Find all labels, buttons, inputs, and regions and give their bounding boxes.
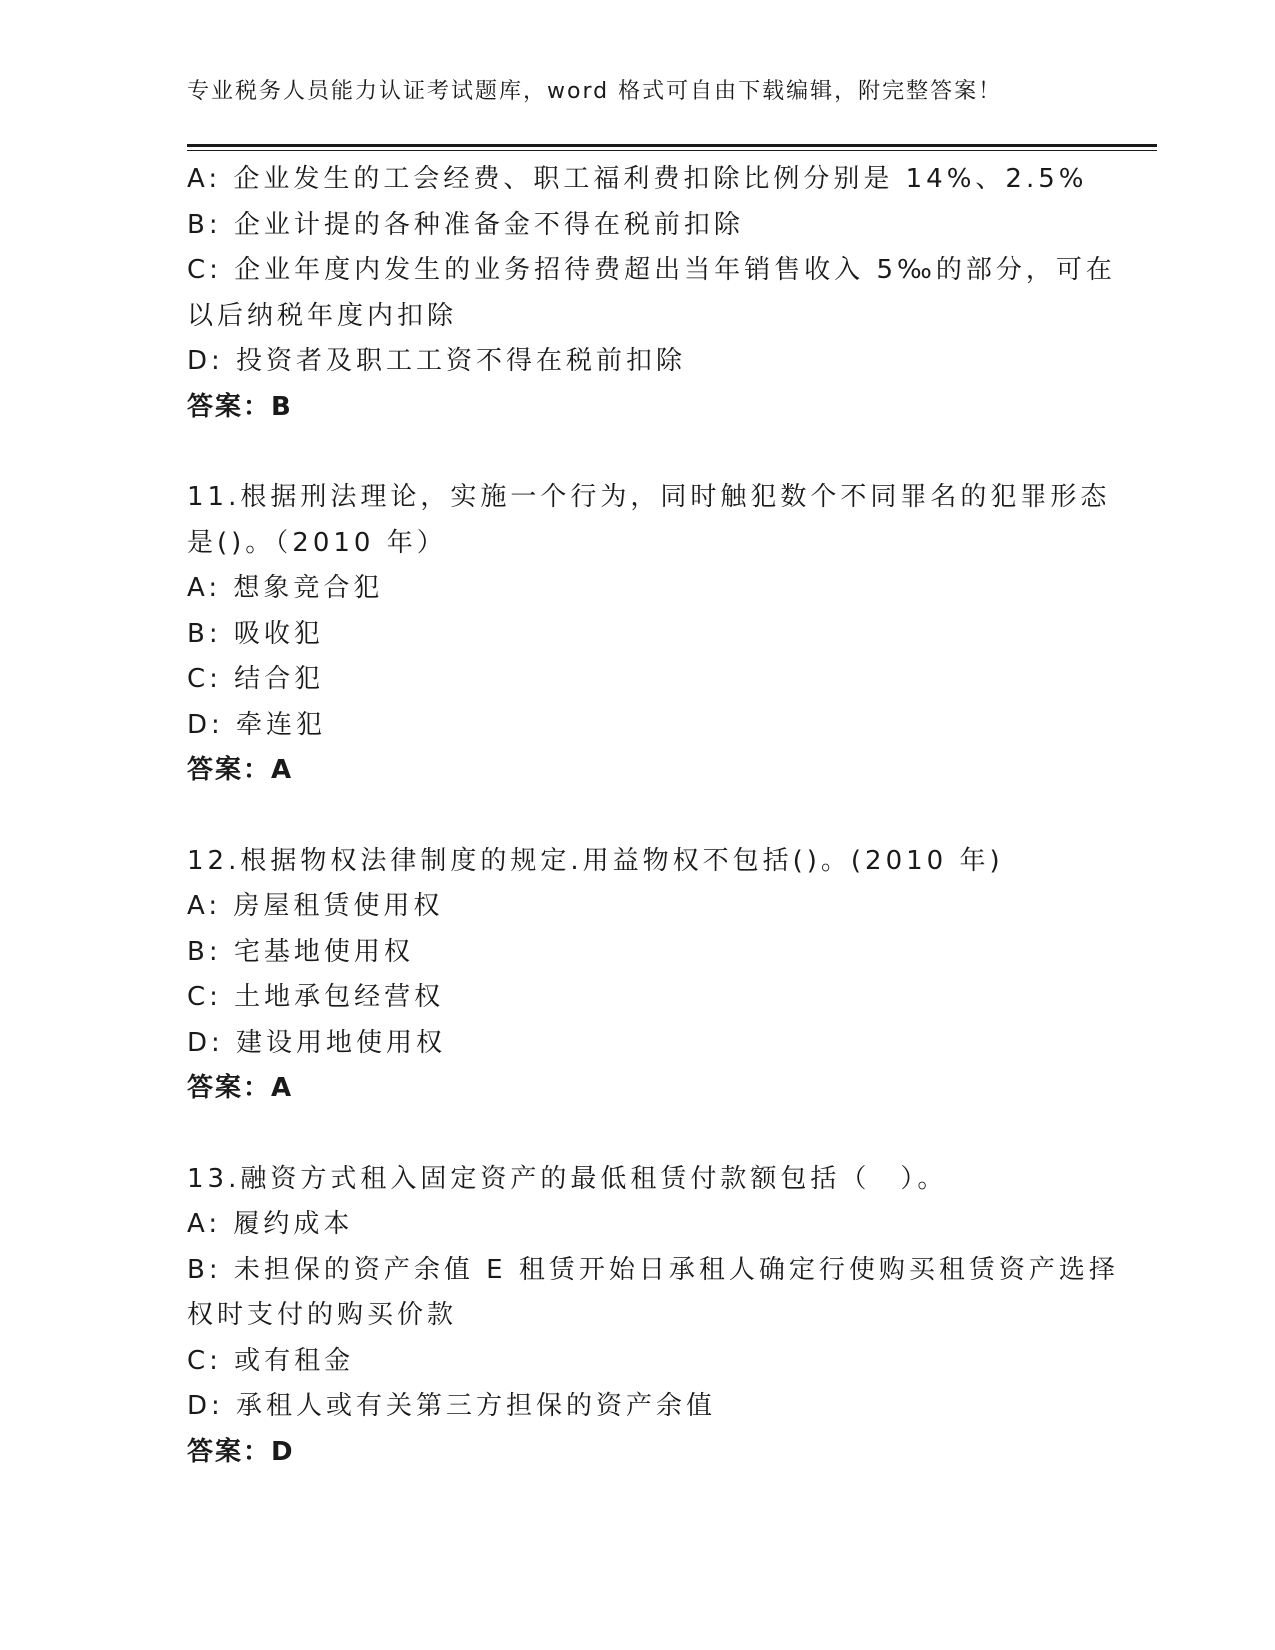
spacer xyxy=(187,430,1087,475)
question-12 xyxy=(187,839,1087,1112)
option-b: B: 未担保的资产余值 E 租赁开始日承租人确定行使购买租赁资产选择 xyxy=(187,1254,1119,1285)
answer-line: 答案：A xyxy=(187,755,294,785)
previous-question xyxy=(187,157,1116,430)
option-b: B: 宅基地使用权 xyxy=(187,936,414,967)
option-b: B: 企业计提的各种准备金不得在税前扣除 xyxy=(187,209,744,240)
option-c: C: 结合犯 xyxy=(187,664,325,694)
header-divider xyxy=(187,144,1157,151)
option-b-continued: 权时支付的购买价款 xyxy=(187,1300,458,1330)
spacer xyxy=(187,1112,1087,1157)
question-13 xyxy=(187,1157,1119,1476)
option-d: D: 承租人或有关第三方担保的资产余值 xyxy=(187,1391,717,1421)
option-d: D: 投资者及职工工资不得在税前扣除 xyxy=(187,346,687,376)
option-a: A: 房屋租赁使用权 xyxy=(187,891,444,921)
option-d: D: 牵连犯 xyxy=(187,709,327,740)
question-11 xyxy=(187,475,1111,794)
question-stem: 13.融资方式租入固定资产的最低租赁付款额包括（ ）。 xyxy=(187,1163,948,1194)
option-a: A: 企业发生的工会经费、职工福利费扣除比例分别是 14%、2.5% xyxy=(187,164,1088,194)
option-d: D: 建设用地使用权 xyxy=(187,1027,447,1058)
option-c: C: 土地承包经营权 xyxy=(187,982,445,1012)
spacer xyxy=(187,794,1087,839)
answer-line: 答案：A xyxy=(187,1073,294,1103)
question-stem: 12.根据物权法律制度的规定.用益物权不包括()。(2010 年) xyxy=(187,845,1004,876)
option-a: A: 履约成本 xyxy=(187,1209,354,1239)
option-c: C: 企业年度内发生的业务招待费超出当年销售收入 5‰的部分，可在 xyxy=(187,255,1116,285)
option-b: B: 吸收犯 xyxy=(187,618,324,649)
question-stem-continued: 是()。（2010 年） xyxy=(187,527,447,558)
answer-line: 答案：D xyxy=(187,1436,295,1467)
option-a: A: 想象竞合犯 xyxy=(187,573,384,603)
answer-line: 答案：B xyxy=(187,391,293,422)
option-c: C: 或有租金 xyxy=(187,1345,355,1376)
page-header: 专业税务人员能力认证考试题库，word 格式可自由下载编辑，附完整答案！ xyxy=(187,79,1003,104)
option-c-continued: 以后纳税年度内扣除 xyxy=(187,300,458,331)
question-list xyxy=(187,157,1119,1475)
question-stem: 11.根据刑法理论，实施一个行为，同时触犯数个不同罪名的犯罪形态 xyxy=(187,482,1111,512)
